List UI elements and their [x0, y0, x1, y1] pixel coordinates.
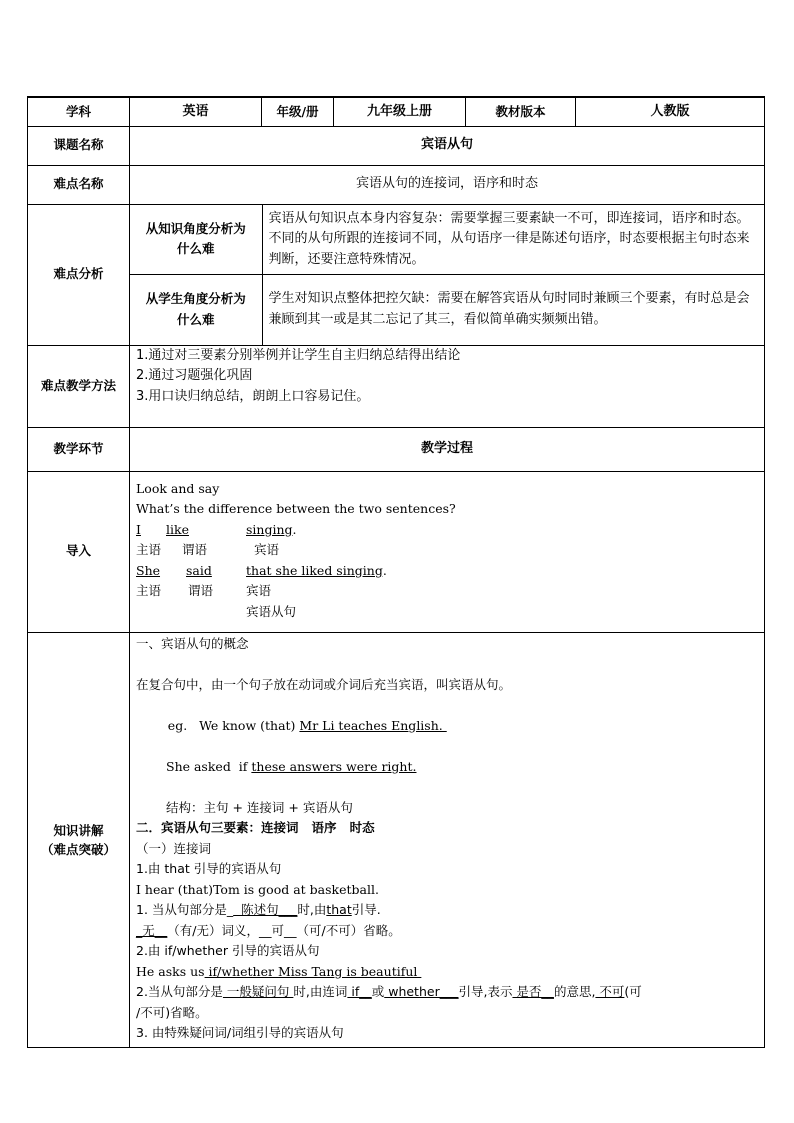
process-label: 教学环节 [28, 427, 130, 471]
lesson-plan-sheet [27, 96, 764, 1048]
analysis-label: 难点分析 [28, 204, 130, 345]
p1r1a: 1. 当从句部分是_ [136, 902, 234, 917]
method-item: 2.通过习题强化巩固 [136, 368, 253, 383]
eg1-clause: Mr Li teaches English. [299, 717, 447, 733]
p1r1e: 引导. [351, 902, 381, 917]
difficulty-row [28, 165, 765, 204]
process-value: 教学过程 [130, 427, 765, 471]
s2-clause-label: 宾语从句 [246, 603, 297, 619]
s1-object-label: 宾语 [254, 542, 280, 557]
student-angle-text: 学生对知识点整体把控欠缺：需要在解答宾语从句时同时兼顾三个要素，有时总是会兼顾到其一或是其二忘记了其三，看似简单确实频频出错。 [262, 275, 764, 345]
topic-value: 宾语从句 [130, 126, 765, 165]
grade-label: 年级/册 [262, 97, 334, 126]
s1-subject-label: 主语 [136, 542, 162, 557]
grade-value: 九年级上册 [334, 97, 466, 126]
s2-subject-label: 主语 [136, 583, 162, 598]
p2r1j: 不可 [595, 984, 625, 999]
p2ega: He asks us [136, 963, 205, 979]
definition: 在复合句中，由一个句子放在动词或介词后充当宾语，叫宾语从句。 [136, 676, 512, 692]
point-3-title: 3. 由特殊疑问词/词组引导的宾语从句 [136, 1025, 344, 1040]
p1r2b: （有/无）词义， [167, 922, 259, 938]
s1-verb: like [166, 521, 189, 537]
header-row [28, 97, 765, 126]
analysis-row [28, 204, 765, 345]
subject-label: 学科 [28, 97, 130, 126]
p2r1e: 或 [371, 984, 385, 999]
section-1-title: 一、宾语从句的概念 [136, 635, 249, 651]
method-item: 3.用口诀归纳总结，朗朗上口容易记住。 [136, 388, 370, 404]
s2-object: that she liked singing [246, 562, 383, 578]
student-angle-label: 从学生角度分析为什么难 [130, 275, 262, 345]
edition-label: 教材版本 [466, 97, 576, 126]
structure-formula: 结构：主句 + 连接词 + 宾语从句 [166, 799, 353, 815]
p2r1h: 是否__ [512, 984, 554, 999]
method-label: 难点教学方法 [28, 345, 130, 427]
point-2-example [136, 962, 758, 983]
section-2-title: 二．宾语从句三要素：连接词 语序 时态 [136, 820, 375, 835]
process-row [28, 427, 765, 471]
knowledge-angle-text: 宾语从句知识点本身内容复杂：需要掌握三要素缺一不可，即连接词，语序和时态。不同的从句所跟的连接词不同，从句语序一律是陈述句语序，时态要根据主句时态来判断，还要注意特殊情况。 [262, 205, 764, 275]
s2-subject: She [136, 562, 161, 578]
subsection-1-title: （一）连接词 [136, 840, 212, 856]
p1r1b: 陈述句___ [233, 902, 298, 917]
method-row [28, 345, 765, 427]
eg2-clause: these answers were right. [251, 758, 417, 774]
method-item: 1.通过对三要素分别举例并让学生自主归纳总结得出结论 [136, 347, 461, 363]
p2r1a: 2.当从句部分是 [136, 984, 223, 999]
point-1-rule-2 [136, 921, 758, 942]
point-2-title: 2.由 if/whether 引导的宾语从句 [136, 943, 320, 958]
knowledge-angle-label: 从知识角度分析为什么难 [130, 205, 262, 275]
s1-verb-label: 谓语 [182, 542, 208, 557]
difficulty-label: 难点名称 [28, 165, 130, 204]
s1-subject: I [136, 521, 141, 537]
lesson-plan-table [27, 96, 765, 1048]
s1-end: . [292, 521, 297, 537]
p2egb: if/whether Miss Tang is beautiful [204, 963, 422, 979]
edition-value: 人教版 [576, 97, 765, 126]
sentence-1-labels [136, 540, 758, 561]
s2-verb-label: 谓语 [188, 583, 214, 598]
point-2-rule-2: /不可)省略。 [136, 1004, 208, 1020]
sentence-2 [136, 561, 758, 582]
topic-row [28, 126, 765, 165]
point-2-rule-1 [136, 982, 758, 1003]
p2r1f: whether___ [384, 984, 459, 999]
topic-label: 课题名称 [28, 126, 130, 165]
p2r1g: 引导,表示 [458, 984, 513, 999]
s2-object-label: 宾语 [246, 583, 272, 598]
p1r1d: that [326, 902, 352, 917]
p2r1d: if__ [347, 984, 372, 999]
p2r1i: 的意思, [553, 984, 596, 999]
difficulty-value: 宾语从句的连接词，语序和时态 [130, 165, 765, 204]
example-2 [136, 757, 758, 778]
s2-verb: said [186, 562, 212, 578]
point-1-rule-1 [136, 900, 758, 921]
knowledge-row [28, 632, 765, 1047]
intro-label: 导入 [28, 471, 130, 632]
sentence-1 [136, 520, 758, 541]
p1r2c: __可__ [258, 922, 297, 938]
p2r1c: 时,由连词 [293, 984, 348, 999]
intro-line: Look and say [136, 480, 220, 496]
analysis-subtable [130, 205, 764, 345]
p2r1k: (可 [624, 984, 642, 999]
intro-row [28, 471, 765, 632]
knowledge-sublabel: （难点突破） [40, 841, 116, 857]
s2-end: . [382, 562, 387, 578]
p1r2d: （可/不可）省略。 [296, 922, 401, 938]
p2r1b: 一般疑问句 [222, 984, 294, 999]
example-1 [136, 695, 758, 757]
eg1-main: We know (that) [199, 717, 300, 733]
sentence-2-clause-label [136, 602, 758, 623]
sentence-2-labels [136, 581, 758, 602]
p1r2a: _无__ [136, 922, 168, 938]
subject-value: 英语 [130, 97, 262, 126]
s1-object: singing [246, 521, 293, 537]
point-1-title: 1.由 that 引导的宾语从句 [136, 861, 282, 876]
knowledge-label: 知识讲解 [53, 822, 104, 838]
eg2-main: She asked if [166, 758, 252, 774]
intro-question: What’s the difference between the two sentences? [136, 501, 456, 516]
p1r1c: 时,由 [297, 902, 327, 917]
point-1-example: I hear (that)Tom is good at basketball. [136, 881, 379, 897]
eg-prefix: eg. [167, 717, 188, 733]
